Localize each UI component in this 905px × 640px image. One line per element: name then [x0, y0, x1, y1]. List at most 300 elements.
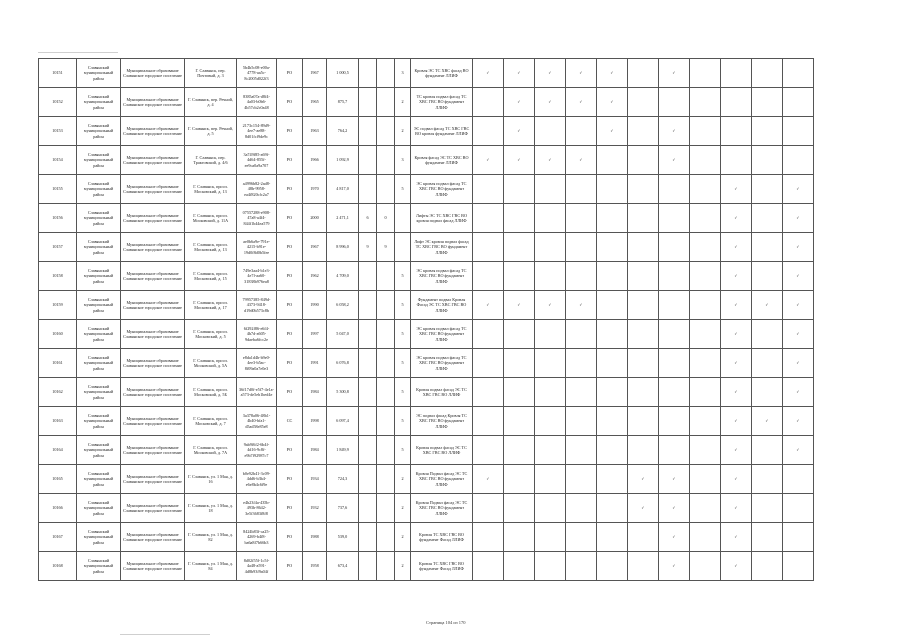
work-check-cell	[628, 349, 659, 378]
district-cell: Славянский муниципальный район	[77, 117, 121, 146]
work-check-cell	[752, 552, 783, 581]
work-check-cell	[783, 175, 814, 204]
work-check-cell	[566, 349, 597, 378]
check-mark-icon: ✓	[765, 302, 769, 308]
guid-cell: 5b4b5c08-e00a-4778-aa5c-8c2005d022f3	[237, 59, 277, 88]
work-check-cell	[597, 320, 628, 349]
check-mark-icon: ✓	[672, 70, 676, 76]
table-row	[39, 320, 814, 349]
work-check-cell	[473, 204, 504, 233]
work-check-cell	[659, 378, 690, 407]
work-check-cell	[659, 320, 690, 349]
work-check-cell	[473, 436, 504, 465]
work-check-cell	[721, 291, 752, 320]
area-cell: 539,0	[327, 523, 359, 552]
work-check-cell	[752, 88, 783, 117]
work-check-cell	[690, 523, 721, 552]
work-check-cell	[783, 146, 814, 175]
check-mark-icon: ✓	[548, 302, 552, 308]
address-cell: Г. Славянск, просп. Московский, д. 11А	[185, 204, 237, 233]
row-number: 10164	[39, 436, 77, 465]
floors-cell	[359, 436, 377, 465]
district-cell: Славянский муниципальный район	[77, 233, 121, 262]
check-mark-icon: ✓	[796, 418, 800, 424]
area-cell: 1 092,9	[327, 146, 359, 175]
work-check-cell	[566, 320, 597, 349]
floors-cell	[359, 117, 377, 146]
entrances-cell: 9	[377, 233, 395, 262]
guid-cell: 3a749f85-a69f-4d64-855f-ee9ca0a9a707	[237, 146, 277, 175]
area-cell: 737,6	[327, 494, 359, 523]
entrances-cell	[377, 523, 395, 552]
area-cell: 6 058,2	[327, 291, 359, 320]
district-cell: Славянский муниципальный район	[77, 378, 121, 407]
check-mark-icon: ✓	[672, 534, 676, 540]
guid-cell: 79957385-849d-4373-9418-d19d0b573c8b	[237, 291, 277, 320]
check-mark-icon: ✓	[796, 447, 800, 453]
row-number: 10167	[39, 523, 77, 552]
row-number: 10165	[39, 465, 77, 494]
work-check-cell	[659, 552, 690, 581]
guid-cell: b0e92b41-3c09-4dd6-b3b4-e6e8b4c6f9e	[237, 465, 277, 494]
check-mark-icon: ✓	[548, 157, 552, 163]
row-number: 10157	[39, 233, 77, 262]
work-check-cell	[783, 552, 814, 581]
work-check-cell	[566, 523, 597, 552]
work-check-cell	[535, 233, 566, 262]
work-check-cell	[783, 291, 814, 320]
works-cell: ЭС кровля подвал фасад ТС ХВС ГВС ВО фундамент ЛЛИФ	[411, 320, 473, 349]
organization-cell: Муниципальное образование Славянское городское поселение	[121, 59, 185, 88]
work-check-cell	[566, 59, 597, 88]
address-cell: Г. Славянск, просп. Московский, д. 5	[185, 320, 237, 349]
check-mark-icon: ✓	[672, 476, 676, 482]
guid-cell: 8424b83f-ca25-4269-b4f8-ba6a8f7b66b3	[237, 523, 277, 552]
check-mark-icon: ✓	[734, 505, 738, 511]
table-row	[39, 204, 814, 233]
work-check-cell	[628, 552, 659, 581]
guid-cell: 9ab9f6f2-6b4f-4d16-9c8f-e9b7f92987c7	[237, 436, 277, 465]
check-mark-icon: ✓	[796, 302, 800, 308]
work-check-cell	[721, 552, 752, 581]
check-mark-icon: ✓	[517, 128, 521, 134]
work-check-cell	[566, 291, 597, 320]
year-cell: 1966	[303, 146, 327, 175]
row-number: 10159	[39, 291, 77, 320]
works-cell: ЭС подвал фасад Кровля ТС ХВС ГВС ВО фундамент ЛЛИФ	[411, 407, 473, 436]
work-check-cell	[690, 117, 721, 146]
table-row	[39, 291, 814, 320]
floors-cell	[359, 59, 377, 88]
district-cell: Славянский муниципальный район	[77, 494, 121, 523]
works-cell: Кровля ЭС ТС ХВС фасад ВО фундамент ЛЛИФ	[411, 59, 473, 88]
check-mark-icon: ✓	[517, 99, 521, 105]
work-check-cell	[752, 436, 783, 465]
check-mark-icon: ✓	[734, 215, 738, 221]
work-check-cell	[721, 494, 752, 523]
check-mark-icon: ✓	[796, 389, 800, 395]
work-check-cell	[535, 117, 566, 146]
count-cell: 2	[395, 88, 411, 117]
work-check-cell	[535, 88, 566, 117]
work-check-cell	[597, 465, 628, 494]
table-row	[39, 552, 814, 581]
work-check-cell	[783, 436, 814, 465]
floors-cell: 6	[359, 204, 377, 233]
count-cell: 3	[395, 59, 411, 88]
work-check-cell	[690, 320, 721, 349]
works-cell: Кровля Подвал фасад ЭС ТС ХВС ГВС ВО фундамент ЛЛИФ	[411, 465, 473, 494]
work-check-cell	[659, 233, 690, 262]
work-check-cell	[628, 465, 659, 494]
work-check-cell	[659, 88, 690, 117]
work-check-cell	[504, 320, 535, 349]
form-cell: РО	[277, 523, 303, 552]
work-check-cell	[659, 175, 690, 204]
housing-register-table	[38, 58, 814, 581]
entrances-cell	[377, 59, 395, 88]
address-cell: Г. Славянск, просп. Московский, д. 17	[185, 291, 237, 320]
work-check-cell	[597, 494, 628, 523]
district-cell: Славянский муниципальный район	[77, 291, 121, 320]
bottom-divider	[120, 634, 210, 635]
year-cell: 1934	[303, 465, 327, 494]
count-cell: 5	[395, 378, 411, 407]
guid-cell: 07557288-e908-47a8-a4f4-844f1b44ea579	[237, 204, 277, 233]
check-mark-icon: ✓	[734, 186, 738, 192]
top-divider	[38, 52, 118, 53]
address-cell: Г. Славянск, просп. Московский, д. 7	[185, 407, 237, 436]
area-cell: 1 000,5	[327, 59, 359, 88]
check-mark-icon: ✓	[734, 360, 738, 366]
work-check-cell	[504, 175, 535, 204]
address-cell: Г. Славянск, пер. Трактовский, д. 4/6	[185, 146, 237, 175]
work-check-cell	[721, 320, 752, 349]
work-check-cell	[473, 262, 504, 291]
work-check-cell	[566, 175, 597, 204]
check-mark-icon: ✓	[486, 70, 490, 76]
work-check-cell	[473, 117, 504, 146]
area-cell: 4 817,0	[327, 175, 359, 204]
check-mark-icon: ✓	[734, 331, 738, 337]
organization-cell: Муниципальное образование Славянское городское поселение	[121, 320, 185, 349]
work-check-cell	[659, 436, 690, 465]
work-check-cell	[659, 407, 690, 436]
check-mark-icon: ✓	[734, 563, 738, 569]
check-mark-icon: ✓	[548, 99, 552, 105]
work-check-cell	[628, 233, 659, 262]
form-cell: РО	[277, 320, 303, 349]
work-check-cell	[473, 175, 504, 204]
address-cell: Г. Славянск, просп. Московский, д. 13	[185, 233, 237, 262]
check-mark-icon: ✓	[486, 476, 490, 482]
work-check-cell	[597, 523, 628, 552]
check-mark-icon: ✓	[734, 389, 738, 395]
table-row	[39, 523, 814, 552]
row-number: 10156	[39, 204, 77, 233]
organization-cell: Муниципальное образование Славянское городское поселение	[121, 146, 185, 175]
work-check-cell	[473, 378, 504, 407]
form-cell: РО	[277, 204, 303, 233]
work-check-cell	[473, 59, 504, 88]
works-cell: ЭС подвал фасад ТС ХВС ГВС ВО кровля фундамент ЛЛИФ	[411, 117, 473, 146]
work-check-cell	[504, 349, 535, 378]
address-cell: Г. Славянск, пер. Речной, д. 5	[185, 117, 237, 146]
table-row	[39, 407, 814, 436]
year-cell: 1984	[303, 378, 327, 407]
entrances-cell	[377, 407, 395, 436]
work-check-cell	[566, 378, 597, 407]
work-check-cell	[535, 552, 566, 581]
entrances-cell	[377, 146, 395, 175]
work-check-cell	[659, 59, 690, 88]
work-check-cell	[628, 523, 659, 552]
organization-cell: Муниципальное образование Славянское городское поселение	[121, 291, 185, 320]
guid-cell: a4996b82-2ad8-48b-9958-ea4f820cfc2a7	[237, 175, 277, 204]
address-cell: Г. Славянск, пер. Речной, д. 4	[185, 88, 237, 117]
check-mark-icon: ✓	[796, 186, 800, 192]
entrances-cell: 0	[377, 204, 395, 233]
work-check-cell	[752, 523, 783, 552]
work-check-cell	[597, 262, 628, 291]
district-cell: Славянский муниципальный район	[77, 407, 121, 436]
floors-cell	[359, 262, 377, 291]
work-check-cell	[783, 117, 814, 146]
count-cell: 5	[395, 407, 411, 436]
work-check-cell	[597, 204, 628, 233]
work-check-cell	[752, 117, 783, 146]
row-number: 10153	[39, 117, 77, 146]
work-check-cell	[721, 523, 752, 552]
organization-cell: Муниципальное образование Славянское городское поселение	[121, 349, 185, 378]
works-cell: ЭС кровля подвал фасад ТС ХВС ГВС ВО фундамент ЛЛИФ	[411, 262, 473, 291]
floors-cell	[359, 146, 377, 175]
check-mark-icon: ✓	[579, 302, 583, 308]
work-check-cell	[690, 465, 721, 494]
work-check-cell	[535, 291, 566, 320]
works-cell: Кровля ТС ХВС ГВС ВО фундамент Фасад ЛЛИФ	[411, 552, 473, 581]
work-check-cell	[628, 59, 659, 88]
floors-cell	[359, 320, 377, 349]
work-check-cell	[783, 523, 814, 552]
works-cell: ЭС кровля подвал фасад ТС ХВС ГВС ВО фундамент ЛЛИФ	[411, 349, 473, 378]
floors-cell	[359, 291, 377, 320]
work-check-cell	[504, 494, 535, 523]
work-check-cell	[783, 233, 814, 262]
district-cell: Славянский муниципальный район	[77, 349, 121, 378]
year-cell: 1965	[303, 88, 327, 117]
work-check-cell	[628, 436, 659, 465]
work-check-cell	[535, 146, 566, 175]
work-check-cell	[752, 320, 783, 349]
count-cell: 5	[395, 291, 411, 320]
district-cell: Славянский муниципальный район	[77, 262, 121, 291]
row-number: 10152	[39, 88, 77, 117]
year-cell: 1998	[303, 407, 327, 436]
form-cell: РО	[277, 291, 303, 320]
work-check-cell	[659, 291, 690, 320]
form-cell: РО	[277, 494, 303, 523]
area-cell: 724,3	[327, 465, 359, 494]
entrances-cell	[377, 262, 395, 291]
work-check-cell	[473, 320, 504, 349]
work-check-cell	[535, 436, 566, 465]
works-cell: Фундамент подвал Кровля Фасад ЭС ТС ХВС ГВС ВО ЛЛИФ	[411, 291, 473, 320]
check-mark-icon: ✓	[796, 244, 800, 250]
page-footer: Страница 104 из 170	[426, 620, 466, 625]
district-cell: Славянский муниципальный район	[77, 59, 121, 88]
work-check-cell	[752, 146, 783, 175]
work-check-cell	[504, 233, 535, 262]
work-check-cell	[597, 291, 628, 320]
work-check-cell	[752, 262, 783, 291]
work-check-cell	[659, 204, 690, 233]
work-check-cell	[690, 349, 721, 378]
work-check-cell	[473, 494, 504, 523]
work-check-cell	[535, 262, 566, 291]
work-check-cell	[535, 175, 566, 204]
year-cell: 1990	[303, 291, 327, 320]
organization-cell: Муниципальное образование Славянское городское поселение	[121, 436, 185, 465]
address-cell: Г. Славянск, просп. Московский, д. 5А	[185, 349, 237, 378]
work-check-cell	[535, 407, 566, 436]
check-mark-icon: ✓	[610, 70, 614, 76]
area-cell: 673,4	[327, 552, 359, 581]
works-cell: Кровля подвал фасад ЭС ТС ХВС ГВС ВО ЛЛИФ	[411, 436, 473, 465]
floors-cell	[359, 494, 377, 523]
work-check-cell	[628, 146, 659, 175]
work-check-cell	[628, 320, 659, 349]
work-check-cell	[473, 349, 504, 378]
work-check-cell	[721, 204, 752, 233]
address-cell: Г. Славянск, просп. Московский, д. 7А	[185, 436, 237, 465]
area-cell: 6 097,4	[327, 407, 359, 436]
work-check-cell	[566, 436, 597, 465]
address-cell: Г. Славянск, просп. Московский, д. 13	[185, 175, 237, 204]
count-cell	[395, 204, 411, 233]
work-check-cell	[783, 349, 814, 378]
form-cell: РО	[277, 378, 303, 407]
floors-cell	[359, 465, 377, 494]
work-check-cell	[783, 204, 814, 233]
check-mark-icon: ✓	[610, 99, 614, 105]
work-check-cell	[659, 117, 690, 146]
floors-cell	[359, 552, 377, 581]
check-mark-icon: ✓	[672, 157, 676, 163]
entrances-cell	[377, 494, 395, 523]
count-cell: 2	[395, 523, 411, 552]
district-cell: Славянский муниципальный район	[77, 320, 121, 349]
form-cell: РО	[277, 59, 303, 88]
organization-cell: Муниципальное образование Славянское городское поселение	[121, 175, 185, 204]
work-check-cell	[473, 88, 504, 117]
form-cell: СС	[277, 407, 303, 436]
work-check-cell	[628, 262, 659, 291]
work-check-cell	[721, 233, 752, 262]
check-mark-icon: ✓	[796, 215, 800, 221]
table-row	[39, 465, 814, 494]
work-check-cell	[752, 494, 783, 523]
area-cell: 5 300,8	[327, 378, 359, 407]
organization-cell: Муниципальное образование Славянское городское поселение	[121, 378, 185, 407]
district-cell: Славянский муниципальный район	[77, 175, 121, 204]
year-cell: 1958	[303, 552, 327, 581]
work-check-cell	[752, 349, 783, 378]
count-cell: 5	[395, 262, 411, 291]
work-check-cell	[690, 175, 721, 204]
count-cell: 5	[395, 349, 411, 378]
guid-cell: 6f292f86-e6f4-4b7d-a605-9daeba6fcc2e	[237, 320, 277, 349]
work-check-cell	[721, 88, 752, 117]
organization-cell: Муниципальное образование Славянское городское поселение	[121, 465, 185, 494]
organization-cell: Муниципальное образование Славянское городское поселение	[121, 233, 185, 262]
work-check-cell	[690, 146, 721, 175]
work-check-cell	[721, 436, 752, 465]
entrances-cell	[377, 436, 395, 465]
check-mark-icon: ✓	[579, 157, 583, 163]
check-mark-icon: ✓	[672, 563, 676, 569]
organization-cell: Муниципальное образование Славянское городское поселение	[121, 88, 185, 117]
works-cell: Кровля подвал фасад ЭС ТС ХВС ГВС ВО ЛЛИФ	[411, 378, 473, 407]
entrances-cell	[377, 117, 395, 146]
guid-cell: 8d02f55f-1c5f-4a48-a591-4d8b93f9a04f	[237, 552, 277, 581]
work-check-cell	[659, 262, 690, 291]
work-check-cell	[628, 175, 659, 204]
check-mark-icon: ✓	[579, 99, 583, 105]
work-check-cell	[628, 88, 659, 117]
work-check-cell	[504, 262, 535, 291]
work-check-cell	[473, 552, 504, 581]
table-row	[39, 59, 814, 88]
row-number: 10154	[39, 146, 77, 175]
works-cell: Кровля Подвал фасад ЭС ТС ХВС ГВС ВО фундамент ЛЛИФ	[411, 494, 473, 523]
work-check-cell	[597, 146, 628, 175]
work-check-cell	[783, 465, 814, 494]
check-mark-icon: ✓	[641, 505, 645, 511]
check-mark-icon: ✓	[579, 70, 583, 76]
address-cell: Г. Славянск, ул. 1 Мая, д. 84	[185, 552, 237, 581]
work-check-cell	[721, 146, 752, 175]
row-number: 10162	[39, 378, 77, 407]
table-row	[39, 88, 814, 117]
work-check-cell	[690, 262, 721, 291]
form-cell: РО	[277, 436, 303, 465]
work-check-cell	[504, 88, 535, 117]
table-row	[39, 175, 814, 204]
work-check-cell	[783, 262, 814, 291]
entrances-cell	[377, 552, 395, 581]
organization-cell: Муниципальное образование Славянское городское поселение	[121, 204, 185, 233]
entrances-cell	[377, 378, 395, 407]
work-check-cell	[690, 291, 721, 320]
district-cell: Славянский муниципальный район	[77, 88, 121, 117]
check-mark-icon: ✓	[796, 273, 800, 279]
address-cell: Г. Славянск, ул. 1 Мая, д. 18	[185, 494, 237, 523]
district-cell: Славянский муниципальный район	[77, 552, 121, 581]
district-cell: Славянский муниципальный район	[77, 146, 121, 175]
work-check-cell	[690, 436, 721, 465]
table-row	[39, 262, 814, 291]
work-check-cell	[659, 146, 690, 175]
work-check-cell	[659, 523, 690, 552]
year-cell: 1962	[303, 262, 327, 291]
work-check-cell	[690, 407, 721, 436]
work-check-cell	[473, 465, 504, 494]
organization-cell: Муниципальное образование Славянское городское поселение	[121, 552, 185, 581]
check-mark-icon: ✓	[517, 70, 521, 76]
work-check-cell	[504, 552, 535, 581]
count-cell: 5	[395, 436, 411, 465]
